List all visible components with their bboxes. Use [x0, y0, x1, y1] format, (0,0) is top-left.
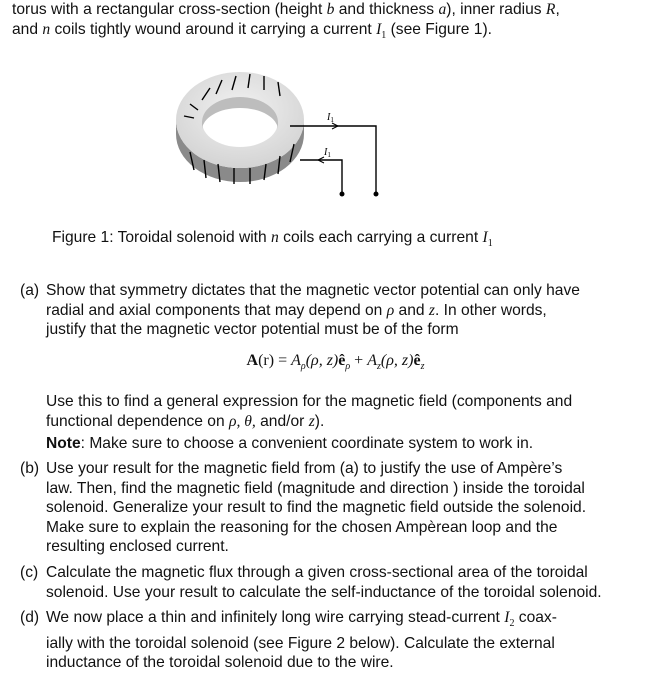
eq-part: ê — [338, 352, 346, 369]
math-z: z — [428, 301, 435, 319]
note-label: Note — [46, 435, 81, 453]
math-I: I — [482, 229, 488, 246]
item-d-label: (d) — [20, 609, 40, 626]
item-b-line: Make sure to explain the reasoning for the chosen Ampèrean loop and the — [46, 518, 558, 536]
eq-part: ê — [413, 352, 421, 369]
item-d-line — [46, 608, 592, 634]
math-R: R — [545, 1, 556, 18]
figure-caption — [52, 228, 493, 254]
item-d-body — [46, 608, 592, 673]
item-a-line — [46, 412, 592, 432]
intro-text: ), inner radius — [446, 1, 546, 18]
eq-part: A — [246, 352, 259, 369]
item-c-line: solenoid. Use your result to calculate the self-inductance of the toroidal solenoid. — [46, 583, 602, 601]
item-a-label: (a) — [20, 282, 40, 299]
eq-part: z — [420, 361, 425, 373]
item-b-line: law. Then, find the magnetic field (magnitude and direction ) inside the toroidal — [46, 479, 585, 497]
math-sub: 1 — [487, 238, 493, 250]
item-b-body — [46, 459, 592, 557]
eq-part: z — [376, 361, 381, 373]
item-a-body-2 — [46, 392, 592, 454]
eq-part: ρ — [300, 361, 306, 373]
math-sub: 2 — [509, 618, 515, 630]
item-a-line: Show that symmetry dictates that the magnetic vector potential can only have — [46, 282, 580, 299]
text: coax- — [514, 609, 557, 626]
eq-part: + — [350, 352, 368, 369]
note-text: : Make sure to choose a convenient coordinate system to work in. — [80, 435, 534, 453]
item-a-line: Use this to find a general expression for the magnetic field (components and — [46, 393, 573, 410]
math-b: b — [326, 1, 335, 18]
text: . In other words, — [434, 301, 547, 319]
intro-line-2 — [12, 20, 662, 46]
intro-text: , — [555, 1, 560, 18]
eq-part: (r) — [258, 352, 275, 369]
eq-part: A — [291, 352, 301, 369]
vector-potential-equation — [0, 352, 671, 372]
math-vars: ρ, θ, — [228, 412, 256, 430]
math-n: n — [271, 229, 279, 246]
intro-line-1 — [12, 0, 662, 20]
math-z: z — [308, 412, 315, 430]
item-c-line: Calculate the magnetic flux through a given cross-sectional area of the toroidal — [46, 564, 588, 581]
intro-text: torus with a rectangular cross-section (height — [12, 1, 327, 18]
eq-part: (ρ, z) — [305, 352, 339, 369]
item-a-line — [46, 301, 592, 321]
item-b-line: solenoid. Generalize your result to find the magnetic field outside the solenoid. — [46, 499, 587, 517]
toroid-figure — [150, 60, 410, 210]
caption-text: Figure 1: Toroidal solenoid with — [52, 229, 272, 246]
item-b-line: Use your result for the magnetic field from (a) to justify the use of Ampère’s — [46, 460, 563, 477]
item-d-line: ially with the toroidal solenoid (see Figure 2 below). Calculate the external — [46, 634, 555, 652]
item-a-body — [46, 281, 592, 340]
current-label-bottom: $I_1$ — [324, 147, 331, 159]
intro-paragraph — [12, 0, 662, 45]
caption-text: coils each carrying a current — [278, 229, 483, 246]
math-I: I — [376, 20, 382, 38]
current-label-top: $I_1$ — [327, 112, 334, 124]
text: ). — [314, 412, 325, 430]
text: functional dependence on — [46, 412, 229, 430]
terminal-2 — [340, 192, 345, 197]
eq-part: ρ — [345, 361, 351, 373]
item-b-label: (b) — [20, 460, 40, 477]
intro-text: (see Figure 1). — [386, 20, 492, 38]
eq-part: (ρ, z) — [380, 352, 414, 369]
note-line — [46, 434, 592, 454]
intro-text: coils tightly wound around it carrying a current — [50, 20, 377, 38]
math-sub: 1 — [381, 29, 387, 41]
item-b-line: resulting enclosed current. — [46, 538, 229, 556]
intro-text: and thickness — [334, 1, 439, 18]
toroid-top-face — [176, 72, 304, 168]
item-d-line: inductance of the toroidal solenoid due to the wire. — [46, 654, 394, 672]
intro-text: and — [12, 20, 43, 38]
math-a: a — [438, 1, 447, 18]
text: radial and axial components that may depend on — [46, 301, 387, 319]
eq-part: = — [274, 352, 292, 369]
math-n: n — [42, 20, 51, 38]
math-I: I — [504, 609, 510, 626]
text: and/or — [255, 412, 309, 430]
item-a-line: justify that the magnetic vector potential must be of the form — [46, 321, 459, 339]
text: We now place a thin and infinitely long wire carrying stead-current — [46, 609, 505, 626]
text: and — [394, 301, 429, 319]
math-rho: ρ — [386, 301, 395, 319]
item-c-label: (c) — [20, 564, 39, 581]
eq-part: A — [367, 352, 377, 369]
terminal-1 — [374, 192, 379, 197]
item-c-body — [46, 563, 602, 602]
